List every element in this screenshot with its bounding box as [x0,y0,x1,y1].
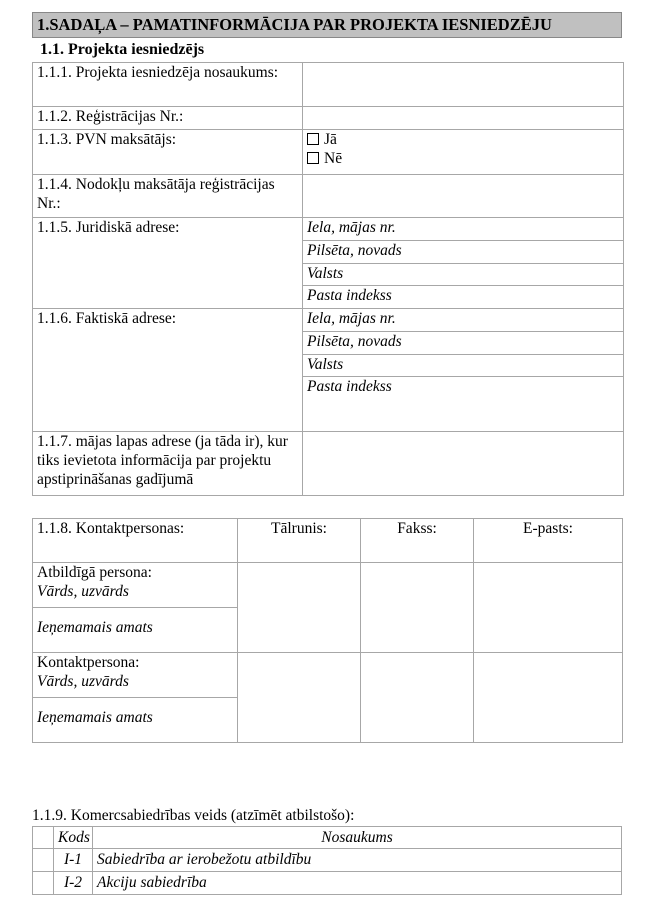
vat-no-label: Nē [324,150,343,167]
row-select-cell[interactable] [33,849,54,872]
company-type-table [32,826,622,895]
contact-person-cell [33,653,238,698]
section-title: 1.SADAĻA – PAMATINFORMĀCIJA PAR PROJEKTA IESNIEDZĒJU [32,12,622,38]
legal-address-country[interactable]: Valsts [303,264,624,286]
applicant-name-label: 1.1.1. Projekta iesniedzēja nosaukums: [33,63,303,107]
responsible-person-cell [33,563,238,608]
phone-column-header: Tālrunis: [238,519,361,563]
applicant-name-field[interactable] [303,63,624,107]
contacts-header-label: 1.1.8. Kontaktpersonas: [33,519,238,563]
table-row[interactable] [33,849,622,872]
checkbox-icon[interactable] [307,133,319,145]
vat-yes-option[interactable] [307,130,619,149]
registration-number-field[interactable] [303,107,624,130]
actual-address-street[interactable]: Iela, mājas nr. [303,309,624,332]
applicant-table [32,62,624,496]
row-select-cell[interactable] [33,872,54,895]
email-column-header: E-pasts: [474,519,623,563]
tax-number-label: 1.1.4. Nodokļu maksātāja reģistrācijas Nr.: [33,175,303,218]
responsible-fax-field[interactable] [361,563,474,653]
contact-person-label: Kontaktpersona: [37,654,140,671]
company-name: Sabiedrība ar ierobežotu atbildību [93,849,622,872]
checkbox-icon[interactable] [307,152,319,164]
tax-number-field[interactable] [303,175,624,218]
responsible-email-field[interactable] [474,563,623,653]
table-row[interactable] [33,872,622,895]
legal-address-label: 1.1.5. Juridiskā adrese: [33,218,303,309]
contacts-table [32,518,623,743]
responsible-person-label: Atbildīgā persona: [37,564,152,581]
vat-payer-options [303,130,624,175]
subsection-title: 1.1. Projekta iesniedzējs [40,41,205,58]
contact-position-hint[interactable]: Ieņemamais amats [33,698,238,743]
actual-address-country[interactable]: Valsts [303,355,624,377]
code-column-header: Kods [54,827,93,849]
actual-address-city[interactable]: Pilsēta, novads [303,332,624,355]
legal-address-city[interactable]: Pilsēta, novads [303,241,624,264]
company-type-label: 1.1.9. Komercsabiedrības veids (atzīmēt atbilstošo): [32,807,355,824]
vat-no-option[interactable] [307,149,619,168]
website-field[interactable] [303,432,624,496]
company-name: Akciju sabiedrība [93,872,622,895]
responsible-phone-field[interactable] [238,563,361,653]
legal-address-postcode[interactable]: Pasta indekss [303,286,624,309]
website-label: 1.1.7. mājas lapas adrese (ja tāda ir), kur tiks ievietota informācija par projektu apstiprināšanas gadījumā [33,432,303,496]
actual-address-postcode[interactable]: Pasta indekss [303,377,624,432]
name-column-header: Nosaukums [93,827,622,849]
company-code: I-1 [54,849,93,872]
contact-phone-field[interactable] [238,653,361,743]
fax-column-header: Fakss: [361,519,474,563]
contact-fax-field[interactable] [361,653,474,743]
company-code: I-2 [54,872,93,895]
registration-number-label: 1.1.2. Reģistrācijas Nr.: [33,107,303,130]
vat-payer-label: 1.1.3. PVN maksātājs: [33,130,303,175]
legal-address-street[interactable]: Iela, mājas nr. [303,218,624,241]
select-column [33,827,54,849]
responsible-name-hint[interactable]: Vārds, uzvārds [37,583,129,600]
responsible-position-hint[interactable]: Ieņemamais amats [33,608,238,653]
contact-name-hint[interactable]: Vārds, uzvārds [37,673,129,690]
actual-address-label: 1.1.6. Faktiskā adrese: [33,309,303,432]
contact-email-field[interactable] [474,653,623,743]
vat-yes-label: Jā [324,131,337,148]
